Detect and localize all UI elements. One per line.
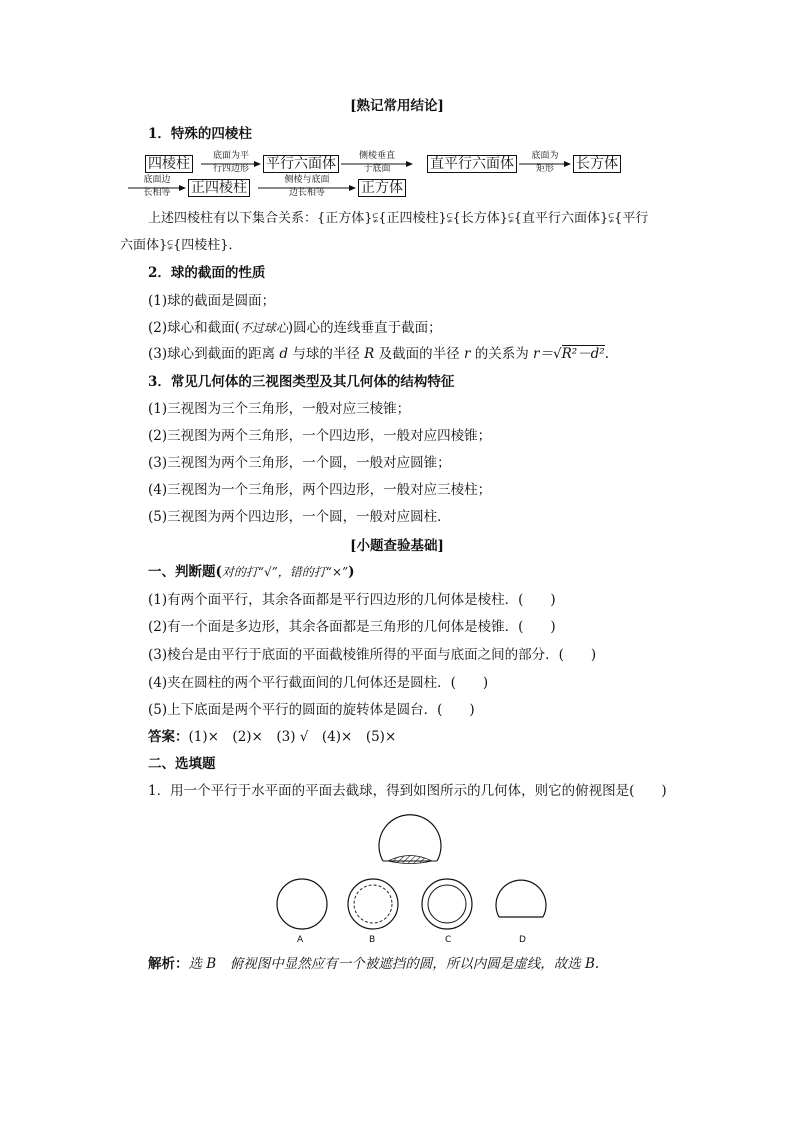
- judge-answer: [148, 728, 396, 746]
- formula-lhs: r＝: [533, 346, 553, 362]
- flow-arrow-1-bottom: 行四边形: [212, 164, 249, 174]
- flow-node-regular-prism: 正四棱柱: [188, 179, 250, 197]
- flow-arrow-2-bottom: 于底面: [363, 164, 391, 174]
- three-view-item-5: (5)三视图为两个四边形，一个圆，一般对应圆柱．: [148, 509, 451, 525]
- flow-node-parallelepiped: 平行六面体: [263, 155, 339, 173]
- flow-node-cube: 正方体: [358, 179, 406, 197]
- flow-arrow-4-bottom: 长相等: [143, 188, 171, 198]
- sphere-property-3-b: 与球的半径: [292, 346, 360, 362]
- section-heading-quiz: [小题查验基础]: [350, 538, 444, 554]
- flow-arrow-4-top: 底面边: [143, 175, 171, 185]
- option-a-solid-circle-figure[interactable]: [275, 877, 329, 931]
- sphere-property-3-a: (3)球心到截面的距离: [148, 346, 276, 362]
- option-b-label[interactable]: B: [369, 935, 376, 945]
- judge-title-c: ): [348, 564, 355, 580]
- option-b-dashed-inner-circle-figure[interactable]: [346, 877, 400, 931]
- three-view-item-3: (3)三视图为两个三角形，一个圆，一般对应圆锥；: [148, 455, 451, 471]
- choice-question-1: 1．用一个平行于水平面的平面去截球，得到如图所示的几何体，则它的俯视图是( ): [148, 783, 667, 799]
- judge-item-4: (4)夹在圆柱的两个平行截面间的几何体还是圆柱．( ): [148, 675, 489, 691]
- answer-label: 答案：: [148, 729, 189, 745]
- sphere-property-1: (1)球的截面是圆面；: [148, 293, 276, 309]
- sphere-property-3: [148, 345, 609, 363]
- option-c-solid-inner-circle-figure[interactable]: [420, 877, 474, 931]
- solution: [148, 955, 599, 973]
- section-3-title: 3．常见几何体的三视图类型及其几何体的结构特征: [148, 374, 455, 390]
- flow-arrow-5-top: 侧棱与底面: [284, 175, 330, 185]
- prism-flow-row-2: [128, 176, 418, 200]
- flow-arrow-4: [128, 176, 186, 200]
- flow-arrow-2: [341, 152, 413, 176]
- var-d: d: [279, 346, 289, 362]
- sqrt-sign-icon: √: [552, 346, 562, 362]
- three-view-item-2: (2)三视图为两个三角形，一个四边形，一般对应四棱锥；: [148, 428, 492, 444]
- formula-end: .: [604, 346, 610, 362]
- solution-label: 解析：: [148, 956, 189, 972]
- judge-item-1: (1)有两个面平行，其余各面都是平行四边形的几何体是棱柱．( ): [148, 592, 556, 608]
- flow-arrow-1: [201, 152, 261, 176]
- three-view-item-4: (4)三视图为一个三角形，两个四边形，一般对应三棱柱；: [148, 482, 492, 498]
- truncated-sphere-figure: [374, 812, 446, 872]
- prism-flow-row-1: [145, 152, 625, 176]
- judge-title-a: 一、判断题(: [148, 564, 222, 580]
- flow-arrow-3: [519, 152, 571, 176]
- sphere-property-2-c: )圆心的连线垂直于截面；: [287, 320, 442, 336]
- judge-item-3: (3)棱台是由平行于底面的平面截棱锥所得的平面与底面之间的部分．( ): [148, 647, 597, 663]
- flow-arrow-5: [258, 176, 356, 200]
- section-1-title: 1．特殊的四棱柱: [148, 126, 252, 142]
- sphere-property-2-note: 不过球心: [239, 321, 288, 335]
- flow-arrow-3-bottom: 矩形: [535, 164, 554, 174]
- flow-arrow-3-top: 底面为: [531, 151, 559, 161]
- judge-section-title: [148, 563, 355, 581]
- flow-arrow-1-top: 底面为平: [212, 151, 249, 161]
- section-heading-conclusions: [熟记常用结论]: [350, 98, 444, 114]
- answer-text: (1)× (2)× (3) √ (4)× (5)×: [188, 729, 397, 745]
- flow-node-right-parallelepiped: 直平行六面体: [427, 155, 517, 173]
- option-d-cut-circle-figure[interactable]: [494, 877, 548, 931]
- judge-item-2: (2)有一个面是多边形，其余各面都是三角形的几何体是棱锥．( ): [148, 619, 556, 635]
- flow-arrow-2-top: 侧棱垂直: [358, 151, 395, 161]
- judge-title-note: 对的打“√”，错的打“×”: [221, 565, 349, 579]
- set-relation-line-2: 六面体}⫋{四棱柱}．: [120, 238, 242, 253]
- solution-text: 选 B 俯视图中显然应有一个被遮挡的圆，所以内圆是虚线，故选 B.: [188, 956, 600, 972]
- var-r: r: [463, 346, 471, 362]
- flow-node-quadrangular-prism: 四棱柱: [145, 155, 193, 173]
- option-a-label[interactable]: A: [297, 935, 304, 945]
- sphere-property-2-a: (2)球心和截面(: [148, 320, 240, 336]
- flow-node-cuboid: 长方体: [573, 155, 621, 173]
- sphere-property-2: [148, 319, 442, 337]
- option-d-label[interactable]: D: [519, 935, 526, 945]
- section-2-title: 2．球的截面的性质: [148, 265, 266, 281]
- sphere-property-3-d: 的关系为: [474, 346, 529, 362]
- choice-section-title: 二、选填题: [148, 756, 216, 772]
- formula-radicand: R²－d²: [561, 346, 605, 362]
- var-R: R: [364, 346, 375, 362]
- option-c-label[interactable]: C: [445, 935, 452, 945]
- flow-arrow-5-bottom: 边长相等: [288, 188, 325, 198]
- judge-item-5: (5)上下底面是两个平行的圆面的旋转体是圆台．( ): [148, 702, 475, 718]
- sphere-property-3-c: 及截面的半径: [378, 346, 460, 362]
- set-relation-line-1: 上述四棱柱有以下集合关系：{正方体}⫋{正四棱柱}⫋{长方体}⫋{直平行六面体}⫋{平行: [148, 211, 649, 226]
- three-view-item-1: (1)三视图为三个三角形，一般对应三棱锥；: [148, 401, 411, 417]
